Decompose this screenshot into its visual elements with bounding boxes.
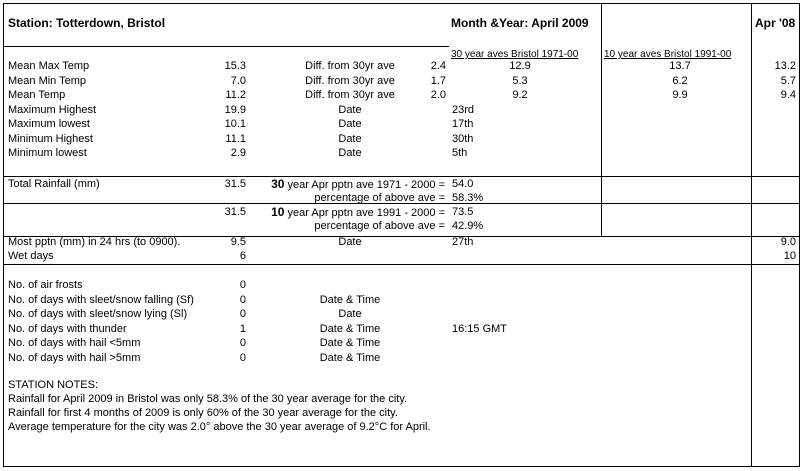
month-year-title: Month &Year: April 2009 (451, 16, 589, 30)
temp-row-value: 11.1 (225, 132, 246, 145)
day-row-mid: Date & Time (319, 337, 381, 349)
prev-year-title: Apr '08 (755, 16, 796, 30)
day-row-extra: 16:15 GMT (452, 322, 508, 335)
day-row-mid: Date (338, 308, 362, 320)
temp-row-label: Maximum Highest (8, 103, 97, 116)
notes-heading: STATION NOTES: (8, 379, 99, 391)
rainfall-30-pct: 58.3% (452, 192, 484, 204)
day-row-label: No. of days with thunder (8, 322, 127, 335)
temp-row-mid: Date (338, 103, 362, 116)
wet-days-value: 6 (239, 250, 246, 262)
day-row-mid: Date & Time (319, 293, 381, 306)
note-line: Rainfall for first 4 months of 2009 is only 60% of the 30 year average for the city. (8, 407, 398, 419)
temp-row-value: 19.9 (224, 103, 246, 116)
pptn-prev: 9.0 (780, 236, 796, 248)
pptn-date-label: Date (338, 236, 362, 248)
temp-row-prev: 9.4 (780, 89, 796, 101)
day-row-label: No. of days with sleet/snow lying (Sl) (8, 308, 188, 320)
rainfall-value-2: 31.5 (224, 206, 246, 218)
rainfall-10-pct: 42.9% (452, 220, 484, 232)
temp-row-date: 17th (452, 118, 474, 130)
temp-row-diff: 2.0 (430, 89, 446, 101)
day-row-mid: Date & Time (319, 322, 381, 335)
pptn-date: 27th (452, 236, 474, 248)
temp-row-value: 11.2 (225, 89, 246, 101)
rainfall-30yr-value: 54.0 (452, 178, 474, 190)
wet-days-label: Wet days (8, 250, 54, 262)
header-divider (4, 46, 449, 47)
temp-row-label: Minimum lowest (8, 147, 87, 159)
day-row-label: No. of days with sleet/snow falling (Sf) (8, 293, 194, 306)
rainfall-10-pct-label: percentage of above ave = (314, 220, 445, 232)
station-title: Station: Totterdown, Bristol (8, 16, 166, 30)
temp-row-ave10: 9.9 (672, 89, 688, 101)
temp-row-diff: 1.7 (430, 74, 446, 87)
col-divider-10yr (601, 4, 602, 237)
section-divider-rain (4, 176, 799, 177)
note-line: Average temperature for the city was 2.0° above the 30 year average of 9.2°C for April. (8, 421, 431, 433)
temp-row-value: 10.1 (224, 118, 246, 130)
day-row-mid: Date & Time (319, 351, 381, 364)
day-row-label: No. of days with hail >5mm (8, 351, 141, 364)
section-divider-days (4, 264, 799, 265)
temp-row-diff: 2.4 (430, 60, 446, 72)
day-row-value: 0 (239, 351, 246, 364)
rainfall-30-pct-label: percentage of above ave = (314, 192, 445, 204)
rainfall-10yr-value: 73.5 (452, 206, 474, 218)
day-row-value: 0 (239, 293, 246, 306)
day-row-label: No. of days with hail <5mm (8, 337, 141, 349)
day-row-label: No. of air frosts (8, 279, 83, 291)
rainfall-30-bold: 30 (271, 177, 285, 191)
day-row-value: 0 (239, 308, 246, 320)
temp-row-prev: 5.7 (780, 74, 796, 87)
temp-row-value: 7.0 (230, 74, 246, 87)
temp-row-prev: 13.2 (774, 60, 796, 72)
rainfall-10-text: year Apr pptn ave 1991 - 2000 = (284, 207, 445, 219)
temp-row-date: 30th (452, 132, 474, 145)
temp-row-mid: Diff. from 30yr ave (305, 60, 395, 72)
temp-row-ave10: 6.2 (672, 74, 688, 87)
note-line: Rainfall for April 2009 in Bristol was only 58.3% of the 30 year average for the city. (8, 393, 408, 405)
col-header-10yr: 10 year aves Bristol 1991-00 (604, 49, 732, 60)
temp-row-mid: Diff. from 30yr ave (305, 89, 395, 101)
rainfall-30-text: year Apr pptn ave 1971 - 2000 = (284, 179, 445, 191)
temp-row-ave10: 13.7 (669, 60, 691, 72)
temp-row-label: Minimum Highest (8, 132, 93, 145)
day-row-value: 1 (239, 322, 246, 335)
pptn-value: 9.5 (230, 236, 246, 248)
temp-row-ave30: 5.3 (512, 74, 528, 87)
rainfall-10-bold: 10 (271, 205, 285, 219)
temp-row-mid: Date (338, 132, 362, 145)
temp-row-label: Mean Max Temp (8, 60, 90, 72)
temp-row-label: Mean Min Temp (8, 74, 87, 87)
temp-row-date: 5th (452, 147, 468, 159)
rainfall-label: Total Rainfall (mm) (8, 178, 100, 190)
day-row-value: 0 (239, 337, 246, 349)
temp-row-value: 2.9 (230, 147, 246, 159)
col-header-30yr: 30 year aves Bristol 1971-00 (451, 49, 579, 60)
temp-row-ave30: 9.2 (512, 89, 528, 101)
temp-row-mid: Diff. from 30yr ave (305, 74, 395, 87)
wet-days-prev: 10 (783, 250, 796, 262)
temp-row-label: Mean Temp (8, 89, 66, 101)
rainfall-value: 31.5 (224, 178, 246, 190)
rainfall-10yr-line (250, 206, 445, 220)
temp-row-value: 15.3 (224, 60, 246, 72)
temp-row-mid: Date (338, 118, 362, 130)
temp-row-date: 23rd (452, 103, 475, 116)
temp-row-mid: Date (338, 147, 362, 159)
temp-row-label: Maximum lowest (8, 118, 90, 130)
day-row-value: 0 (239, 279, 246, 291)
temp-row-ave30: 12.9 (509, 60, 531, 72)
pptn-label: Most pptn (mm) in 24 hrs (to 0900). (8, 236, 181, 248)
rainfall-30yr-line (260, 178, 445, 192)
